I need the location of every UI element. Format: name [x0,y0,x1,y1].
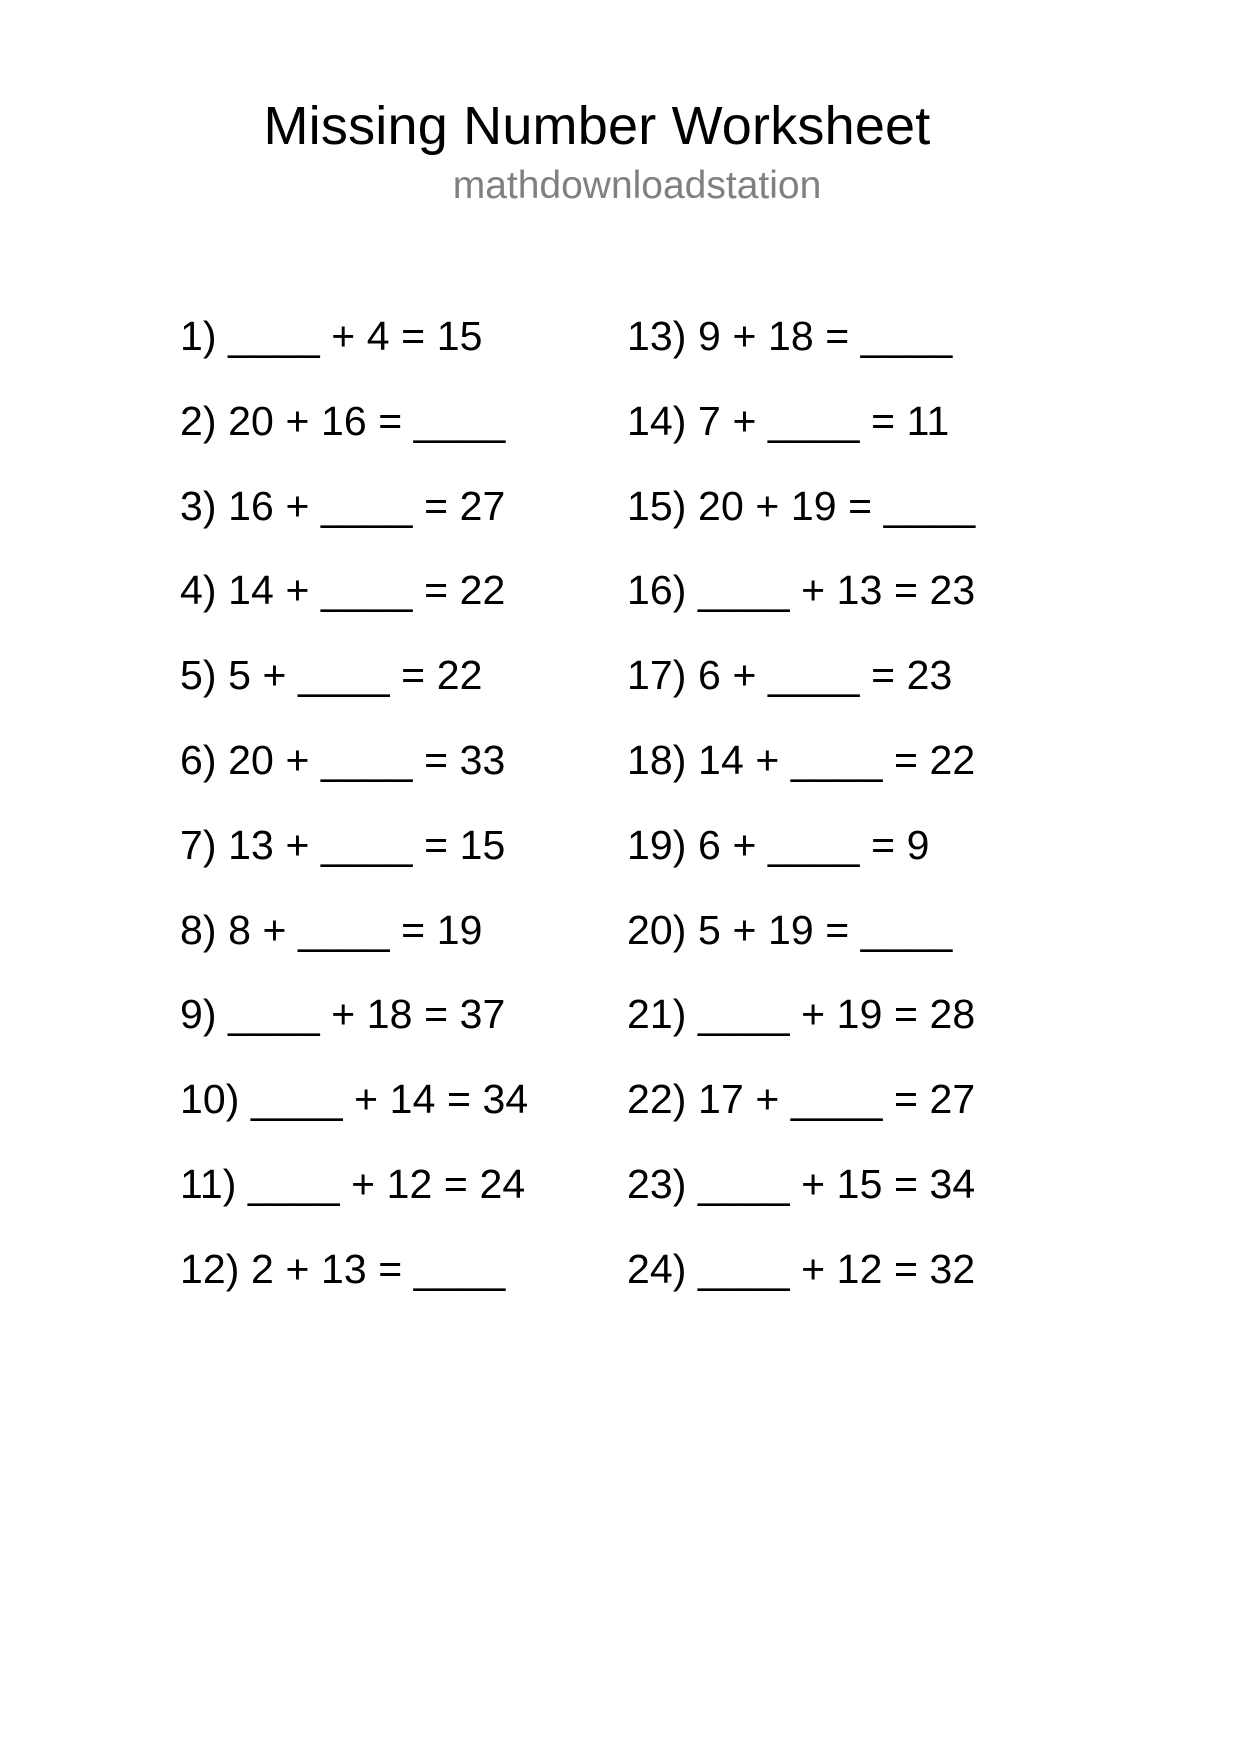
problem-text: 15) 20 + 19 = ____ [627,482,976,529]
problem-text: 16) ____ + 13 = 23 [627,567,976,614]
problem-text: 18) 14 + ____ = 22 [627,736,976,783]
problem-item [627,306,975,391]
problem-item [180,815,528,900]
problem-text: 6) 20 + ____ = 33 [180,736,506,783]
problem-item [627,391,975,476]
problem-text: 19) 6 + ____ = 9 [627,821,930,868]
problem-text: 4) 14 + ____ = 22 [180,567,506,614]
problem-text: 7) 13 + ____ = 15 [180,821,506,868]
problem-item [180,1239,528,1324]
problem-text: 23) ____ + 15 = 34 [627,1160,976,1207]
problem-item [627,1154,975,1239]
problem-item [180,984,528,1069]
problem-text: 2) 20 + 16 = ____ [180,397,506,444]
problem-text: 20) 5 + 19 = ____ [627,906,953,953]
problem-item [180,476,528,561]
problem-text: 5) 5 + ____ = 22 [180,652,483,699]
problem-item [180,645,528,730]
problem-item [627,815,975,900]
problem-item [180,730,528,815]
problem-text: 8) 8 + ____ = 19 [180,906,483,953]
problem-text: 10) ____ + 14 = 34 [180,1076,529,1123]
problem-text: 14) 7 + ____ = 11 [627,397,950,444]
problem-item [627,645,975,730]
problem-item [180,306,528,391]
page-subtitle: mathdownloadstation [452,164,822,207]
problem-text: 24) ____ + 12 = 32 [627,1245,976,1292]
problem-text: 13) 9 + 18 = ____ [627,313,953,359]
problem-item [627,730,975,815]
problem-item [180,560,528,645]
problem-text: 9) ____ + 18 = 37 [180,991,506,1038]
problem-item [180,900,528,985]
problem-text: 17) 6 + ____ = 23 [627,652,953,699]
problem-item [180,391,528,476]
problem-item [180,1069,528,1154]
problem-item [180,1154,528,1239]
problem-text: 3) 16 + ____ = 27 [180,482,506,529]
problem-text: 1) ____ + 4 = 15 [180,313,483,359]
problem-item [627,476,975,561]
problem-text: 12) 2 + 13 = ____ [180,1245,506,1292]
problem-item [627,560,975,645]
problem-column-left [180,306,528,1324]
problem-item [627,984,975,1069]
problem-item [627,1069,975,1154]
page-title: Missing Number Worksheet [263,96,931,156]
problem-text: 11) ____ + 12 = 24 [180,1160,526,1207]
problem-column-right [627,306,975,1324]
problem-text: 21) ____ + 19 = 28 [627,991,976,1038]
problem-item [627,900,975,985]
problem-text: 22) 17 + ____ = 27 [627,1076,976,1123]
problem-item [627,1239,975,1324]
